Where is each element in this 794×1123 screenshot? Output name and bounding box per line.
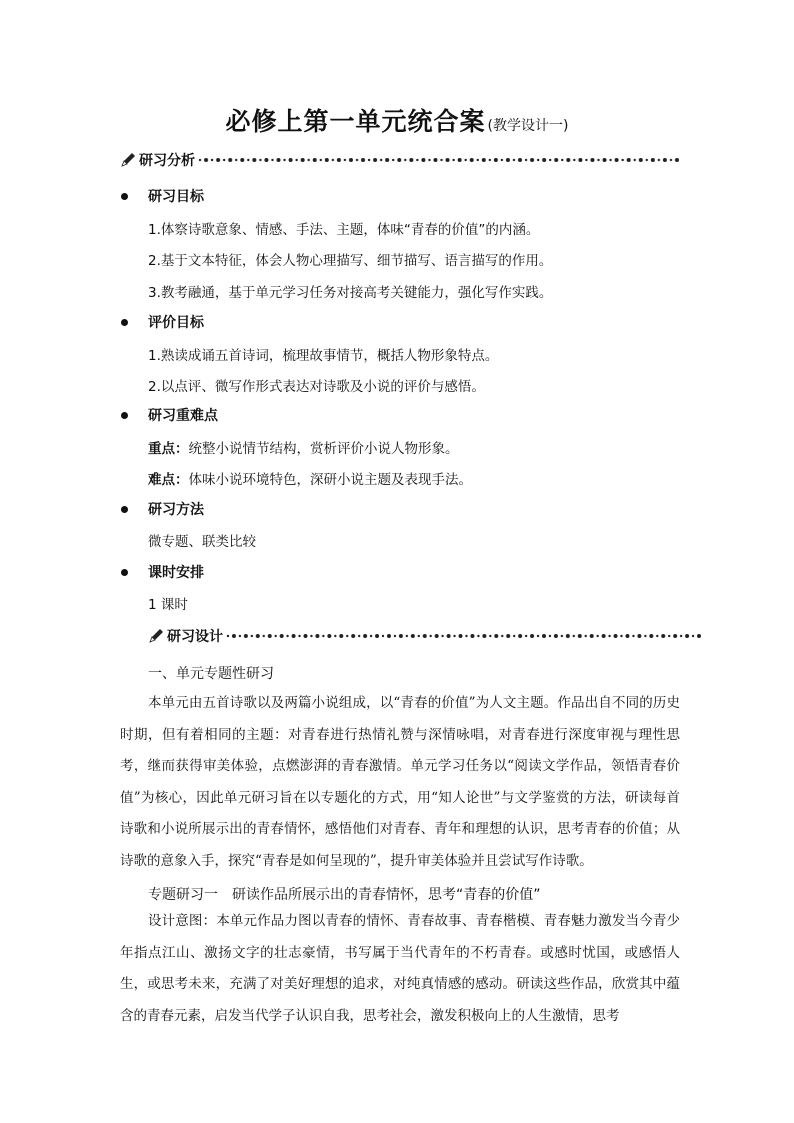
bullet-heading-goals	[121, 186, 204, 206]
heading-text: 课时安排	[148, 565, 204, 581]
dotted-divider	[197, 156, 680, 164]
pencil-icon	[148, 628, 164, 644]
heading-text: 评价目标	[148, 315, 204, 331]
title-main: 必修上第一单元统合案	[225, 107, 486, 136]
section-title: 研习分析	[139, 153, 195, 169]
evaluation-item: 2.以点评、微写作形式表达对诗歌及小说的评价与感悟。	[148, 379, 485, 395]
bullet-heading-evaluation	[121, 312, 204, 332]
method-text: 微专题、联类比较	[148, 534, 256, 550]
focus-label: 重点：	[148, 441, 189, 457]
bullet-icon	[121, 319, 128, 326]
focus-line	[148, 437, 459, 457]
difficult-line	[148, 468, 472, 488]
bullet-icon	[121, 569, 128, 576]
evaluation-item: 1.熟读成诵五首诗词，梳理故事情节，概括人物形象特点。	[148, 348, 499, 364]
section-title: 研习设计	[167, 629, 223, 645]
dotted-divider	[225, 632, 702, 640]
difficult-text: 体味小说环境特色，深研小说主题及表现手法。	[188, 472, 472, 488]
bullet-heading-schedule	[121, 562, 204, 582]
bullet-heading-keypoints	[121, 405, 218, 425]
topic-heading: 专题研习一 研读作品所展示出的青春情怀，思考“青春的价值”	[148, 887, 541, 903]
title-subtitle: (教学设计一)	[487, 118, 569, 134]
focus-text: 统整小说情节结构，赏析评价小说人物形象。	[188, 441, 459, 457]
goal-item: 2.基于文本特征，体会人物心理描写、细节描写、语言描写的作用。	[148, 253, 553, 269]
subheading-unit-study: 一、单元专题性研习	[148, 666, 274, 682]
difficult-label: 难点：	[148, 472, 189, 488]
bullet-heading-method	[121, 499, 204, 519]
heading-text: 研习目标	[148, 189, 204, 205]
document-title	[0, 102, 794, 138]
section-header-design	[148, 626, 702, 646]
pencil-icon	[120, 152, 136, 168]
section-header-analysis	[120, 150, 680, 170]
bullet-icon	[121, 193, 128, 200]
heading-text: 研习方法	[148, 502, 204, 518]
bullet-icon	[121, 506, 128, 513]
heading-text: 研习重难点	[148, 408, 218, 424]
bullet-icon	[121, 412, 128, 419]
schedule-text: 1 课时	[148, 597, 188, 613]
body-paragraph: 设计意图：本单元作品力图以青春的情怀、青春故事、青春楷模、青春魅力激发当今青少年指点江山、激扬文字的壮志豪情，书写属于当代青年的不朽青春。或感时忧国，或感悟人生，或思考未来，充满了对美好理想的追求，对纯真情感的感动。研读这些作品，欣赏其中蕴含的青春元素，启发当代学子认识自我，思考社会，激发积极向上的人生激情，思考	[120, 913, 680, 1024]
goal-item: 3.教考融通，基于单元学习任务对接高考关键能力，强化写作实践。	[148, 285, 553, 301]
goal-item: 1.体察诗歌意象、情感、手法、主题，体味“青春的价值”的内涵。	[148, 222, 540, 238]
body-paragraph: 本单元由五首诗歌以及两篇小说组成，以“青春的价值”为人文主题。作品出自不同的历史时期，但有着相同的主题：对青春进行热情礼赞与深情咏唱，对青春进行深度审视与理性思考，继而获得审美体验，点燃澎湃的青春激情。单元学习任务以“阅读文学作品，领悟青春价值”为核心，因此单元研习旨在以专题化的方式，用“知人论世”与文学鉴赏的方法，研读每首诗歌和小说所展示出的青春情怀，感悟他们对青春、青年和理想的认识，思考青春的价值；从诗歌的意象入手，探究“青春是如何呈现的”，提升审美体验并且尝试写作诗歌。	[120, 695, 680, 869]
